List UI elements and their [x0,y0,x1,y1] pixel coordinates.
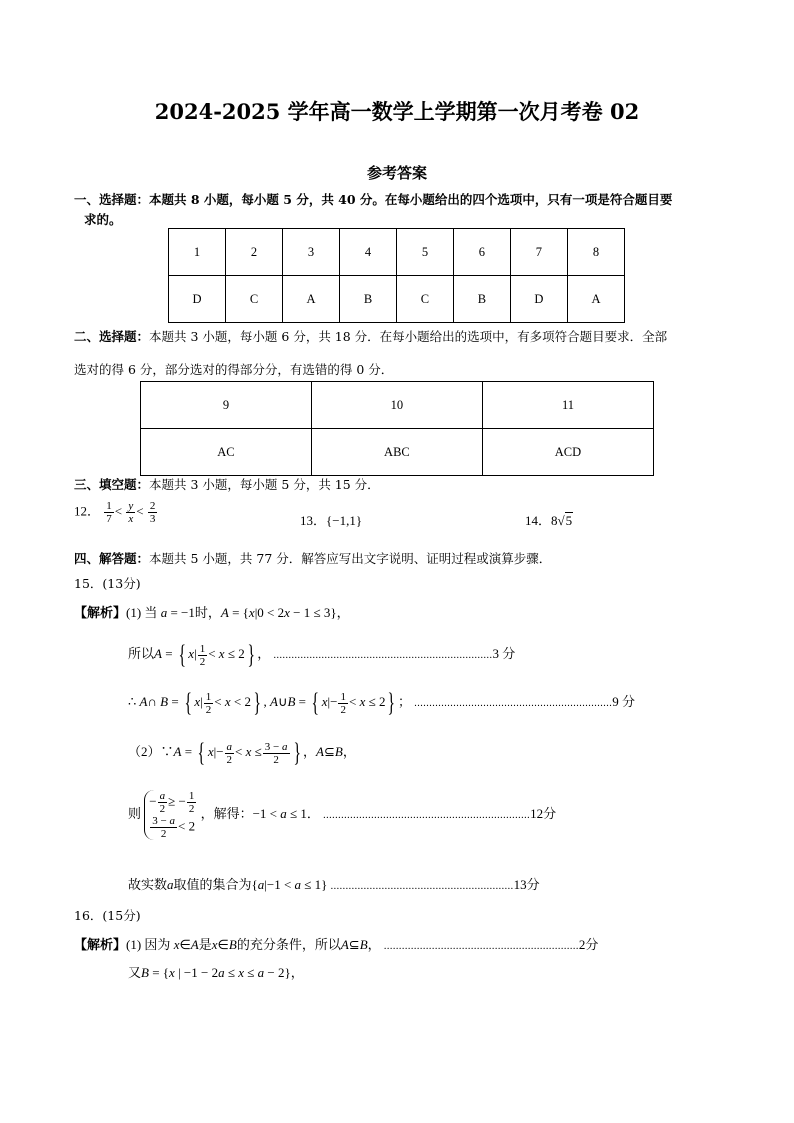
table-row [141,429,654,476]
question-number: 5 [396,229,453,276]
q16-line-1: 【解析】(1) 因为 x∈A是x∈B的充分条件，所以A⊆B， .................................................................2分 [74,937,599,952]
page-subtitle: 参考答案 [366,164,427,182]
answer-cell: A [282,276,339,323]
answer-cell: ACD [482,429,653,476]
section1-heading-cont: 求的。 [84,212,122,227]
section2-heading-cont: 选对的得 6 分，部分选对的得部分分，有选错的得 0 分． [74,362,394,377]
q15-line-4: （2）∵A = { x|− $\frac{a}{2}$ < x ≤ $\frac{3 - a}{2}$ } ，A⊆B， [128,738,356,767]
section1-heading: 一、选择题：本题共 8 小题，每小题 5 分，共 40 分。在每小题给出的四个选项中，只有一项是符合题目要 [74,192,673,207]
answer-cell: D [169,276,226,323]
question-number: 1 [169,229,226,276]
question-number: 7 [510,229,567,276]
answer-cell: B [453,276,510,323]
table-row [169,229,625,276]
q15-heading: 15．(13分) [74,576,141,591]
section3-heading: 三、填空题：本题共 3 小题，每小题 5 分，共 15 分． [74,477,380,492]
answer-cell: D [510,276,567,323]
answer-cell: C [226,276,283,323]
table-row [141,382,654,429]
page-title: 2024-2025 学年高一数学上学期第一次月考卷 02 [154,99,640,124]
table-row [169,276,625,323]
q15-line-2: 所以A = { x| $\frac{1}{2}$ < x ≤ 2} ， .........................................................................3 分 [128,640,516,669]
answer-12: 12． $\frac{1}{7}$ < $\frac{y}{x}$ < $\frac{2}{3}$ [74,500,156,525]
inequality-system: − $\frac{a}{2}$ ≥ − $\frac{1}{2}$ $\frac{3 - a}{2}$ < 2 [144,790,197,840]
q15-line-1: 【解析】(1) 当 a = −1时，A = {x|0 < 2x − 1 ≤ 3}， [74,605,350,620]
question-number: 4 [340,229,397,276]
question-number: 9 [141,382,312,429]
section4-heading: 四、解答题：本题共 5 小题，共 77 分．解答应写出文字说明、证明过程或演算步骤． [74,551,552,566]
question-number: 10 [311,382,482,429]
q15-line-6: 故实数a取值的集合为{a|−1 < a ≤ 1} .............................................................13分 [128,877,540,892]
q15-line-3: ∴ A∩ B = { x| $\frac{1}{2}$ < x < 2} , A∪B = { x|− $\frac{1}{2}$ < x ≤ 2} ； ..................................................................9 分 [128,688,635,717]
question-number: 11 [482,382,653,429]
answer-cell: AC [141,429,312,476]
answer-cell: C [396,276,453,323]
answer-14: 14．8√5 [525,513,573,528]
fraction: $\frac{1}{7}$ [106,500,112,525]
q16-line-2: 又B = {x | −1 − 2a ≤ x ≤ a − 2}， [128,965,304,980]
answer-cell: A [567,276,624,323]
q16-heading: 16．(15分) [74,908,141,923]
section1-answer-table [168,228,625,323]
section2-heading: 二、选择题：本题共 3 小题，每小题 6 分，共 18 分．在每小题给出的选项中，有多项符合题目要求．全部 [74,329,668,344]
section2-answer-table [140,381,654,476]
q15-line-5: 则 − $\frac{a}{2}$ ≥ − $\frac{1}{2}$ $\frac{3 - a}{2}$ < 2 ，解得：−1 < a ≤ 1． .....................................................................12分 [128,790,557,840]
question-number: 8 [567,229,624,276]
question-number: 6 [453,229,510,276]
fraction: $\frac{2}{3}$ [149,500,156,525]
fraction: $\frac{y}{x}$ [128,500,134,525]
question-number: 3 [282,229,339,276]
answer-cell: ABC [311,429,482,476]
question-number: 2 [226,229,283,276]
answer-13: 13．{−1,1} [300,513,363,528]
answer-cell: B [340,276,397,323]
